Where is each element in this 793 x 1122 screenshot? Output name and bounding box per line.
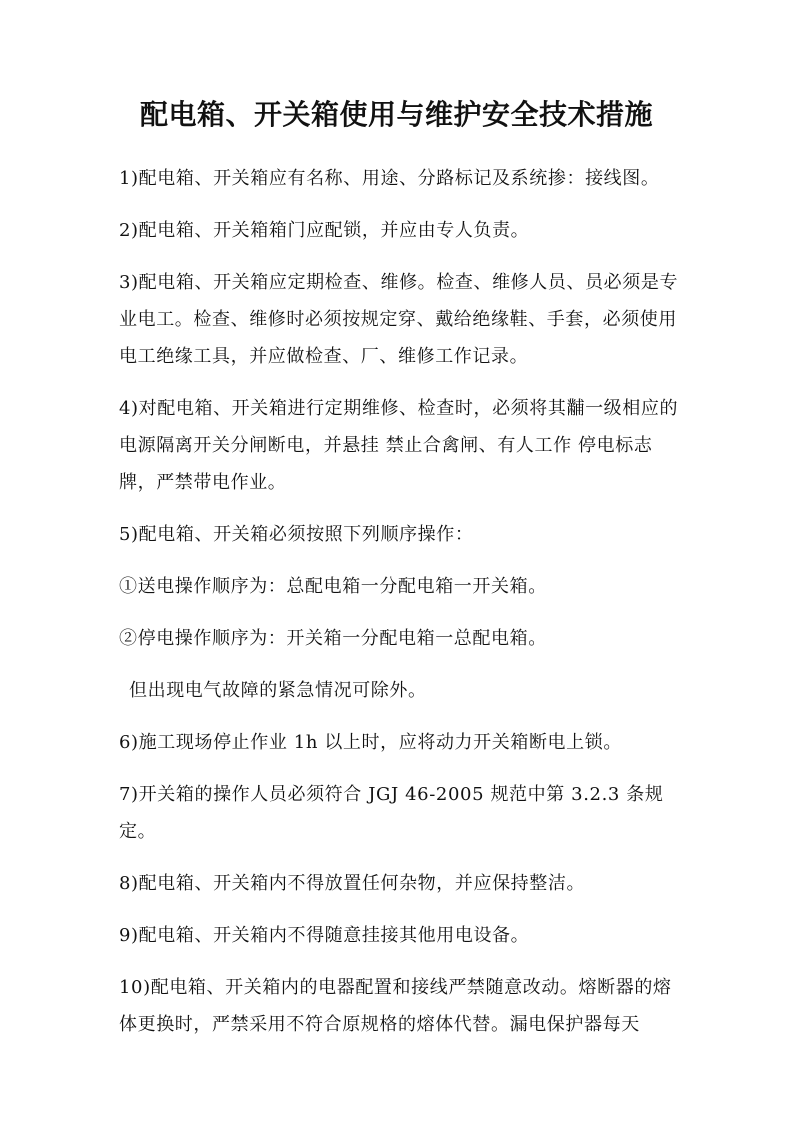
- paragraph-6: ①送电操作顺序为：总配电箱一分配电箱一开关箱。: [119, 576, 547, 597]
- paragraph-11: 8)配电箱、开关箱内不得放置任何杂物，并应保持整洁。: [119, 873, 586, 894]
- paragraph-4: 4)对配电箱、开关箱进行定期维修、检查时，必须将其黼一级相应的电源隔离开关分闸断电，并悬挂 禁止合禽闸、有人工作 停电标志牌，严禁带电作业。: [119, 398, 679, 493]
- paragraph-8: 但出现电气故障的紧急情况可除外。: [129, 680, 427, 701]
- document-body: [111, 160, 686, 1058]
- paragraph-2: 2)配电箱、开关箱箱门应配锁，并应由专人负责。: [119, 220, 530, 241]
- paragraph-12: 9)配电箱、开关箱内不得随意挂接其他用电设备。: [119, 925, 530, 946]
- document-title: 配电箱、开关箱使用与维护安全技术措施: [139, 98, 653, 131]
- paragraph-13: 10)配电箱、开关箱内的电器配置和接线严禁随意改动。熔断器的熔体更换时，严禁采用不符合原规格的熔体代替。漏电保护器每天: [119, 977, 672, 1035]
- paragraph-3: 3)配电箱、开关箱应定期检查、维修。检查、维修人员、员必须是专业电工。检查、维修时必须按规定穿、戴给绝缘鞋、手套，必须使用电工绝缘工具，并应做检查、厂、维修工作记录。: [119, 272, 679, 367]
- paragraph-1: 1)配电箱、开关箱应有名称、用途、分路标记及系统掺：接线图。: [119, 168, 660, 189]
- paragraph-5: 5)配电箱、开关箱必须按照下列顺序操作：: [119, 524, 474, 545]
- paragraph-7: ②停电操作顺序为：开关箱一分配电箱一总配电箱。: [119, 628, 547, 649]
- paragraph-9: 6)施工现场停止作业 1h 以上时，应将动力开关箱断电上锁。: [119, 732, 622, 753]
- paragraph-10: 7)开关箱的操作人员必须符合 JGJ 46-2005 规范中第 3.2.3 条规定。: [119, 784, 664, 842]
